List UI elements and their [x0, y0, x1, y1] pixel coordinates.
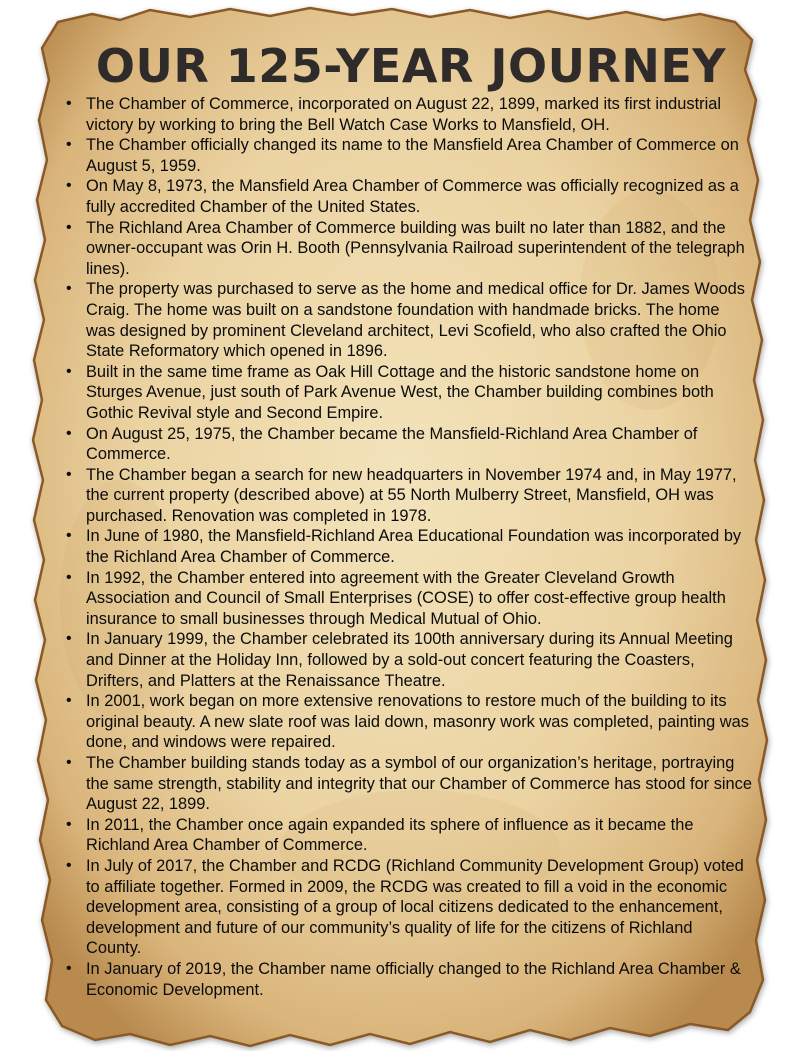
bullet-icon: • [66, 856, 72, 874]
bullet-icon: • [66, 177, 72, 195]
timeline-item-text: The Chamber of Commerce, incorporated on August 22, 1899, marked its first industrial victory by working to bring the Bell Watch Case Works to Mansfield, OH. [86, 95, 721, 134]
timeline-item-text: The Chamber began a search for new headquarters in November 1974 and, in May 1977, the current property (described above) at 55 North Mulberry Street, Mansfield, OH was purchased. Renovation was completed in 1978. [86, 465, 737, 525]
bullet-icon: • [66, 692, 72, 710]
timeline-list [62, 94, 752, 1000]
bullet-icon: • [66, 527, 72, 545]
bullet-icon: • [66, 362, 72, 380]
timeline-item [62, 815, 752, 856]
timeline-item [62, 691, 752, 753]
timeline-item-text: On May 8, 1973, the Mansfield Area Chamber of Commerce was officially recognized as a fully accredited Chamber of the United States. [86, 177, 739, 216]
timeline-item [62, 856, 752, 959]
bullet-icon: • [66, 959, 72, 977]
timeline-item-text: In 2001, work began on more extensive renovations to restore much of the building to its original beauty. A new slate roof was laid down, masonry work was completed, painting was done, and windows were repaired. [86, 692, 749, 752]
timeline-item-text: The property was purchased to serve as the home and medical office for Dr. James Woods Craig. The home was built on a sandstone foundation with handmade bricks. The home was designed by prominent Cleveland architect, Levi Scofield, who also crafted the Ohio State Reformatory which opened in 1896. [86, 280, 745, 361]
timeline-item [62, 629, 752, 691]
timeline-item [62, 279, 752, 361]
timeline-item [62, 362, 752, 424]
timeline-item-text: Built in the same time frame as Oak Hill Cottage and the historic sandstone home on Sturges Avenue, just south of Park Avenue West, the Chamber building combines both Gothic Revival style and Second Empire. [86, 362, 714, 422]
timeline-item [62, 753, 752, 815]
timeline-item-text: The Chamber building stands today as a symbol of our organization’s heritage, portraying the same strength, stability and integrity that our Chamber of Commerce has stood for since August 22, 1899. [86, 754, 752, 814]
timeline-item-text: In January of 2019, the Chamber name officially changed to the Richland Area Chamber & Economic Development. [86, 959, 741, 999]
timeline-item-text: On August 25, 1975, the Chamber became the Mansfield-Richland Area Chamber of Commerce. [86, 424, 698, 464]
page-title: OUR 125-YEAR JOURNEY [95, 39, 727, 93]
bullet-icon: • [66, 95, 72, 112]
timeline-item-text: In June of 1980, the Mansfield-Richland Area Educational Foundation was incorporated by the Richland Area Chamber of Commerce. [86, 527, 742, 567]
timeline-item [62, 465, 752, 527]
timeline-item-text: In 1992, the Chamber entered into agreement with the Greater Cleveland Growth Association and Council of Small Enterprises (COSE) to offer cost-effective group health insurance to small businesses through Medical Mutual of Ohio. [86, 568, 726, 628]
bullet-icon: • [66, 465, 72, 483]
bullet-icon: • [66, 630, 72, 648]
timeline-item-text: In July of 2017, the Chamber and RCDG (Richland Community Development Group) voted to affiliate together. Formed in 2009, the RCDG was created to fill a void in the economic development area, consisting of a group of local citizens dedicated to the enhancement, development and future of our community’s quality of life for the citizens of Richland County. [86, 856, 744, 958]
timeline-item-text: In 2011, the Chamber once again expanded its sphere of influence as it became the Richland Area Chamber of Commerce. [86, 815, 694, 855]
timeline-item [62, 218, 752, 280]
timeline-item-text: In January 1999, the Chamber celebrated its 100th anniversary during its Annual Meeting and Dinner at the Holiday Inn, followed by a sold-out concert featuring the Coasters, Drifters, and Platters at the Renaissance Theatre. [86, 630, 733, 690]
timeline-item [62, 176, 752, 217]
timeline-item-text: The Richland Area Chamber of Commerce building was built no later than 1882, and the owner-occupant was Orin H. Booth (Pennsylvania Railroad superintendent of the telegraph lines). [86, 218, 745, 278]
bullet-icon: • [66, 136, 72, 154]
timeline-item [62, 135, 752, 176]
timeline-item [62, 424, 752, 465]
bullet-icon: • [66, 815, 72, 833]
bullet-icon: • [66, 424, 72, 442]
bullet-icon: • [66, 568, 72, 586]
journey-content [62, 38, 752, 1000]
timeline-item [62, 526, 752, 567]
timeline-item [62, 568, 752, 630]
timeline-item-text: The Chamber officially changed its name to the Mansfield Area Chamber of Commerce on August 5, 1959. [86, 136, 739, 175]
timeline-item [62, 959, 752, 1000]
bullet-icon: • [66, 218, 72, 236]
bullet-icon: • [66, 280, 72, 298]
bullet-icon: • [66, 754, 72, 771]
timeline-item [62, 94, 752, 135]
